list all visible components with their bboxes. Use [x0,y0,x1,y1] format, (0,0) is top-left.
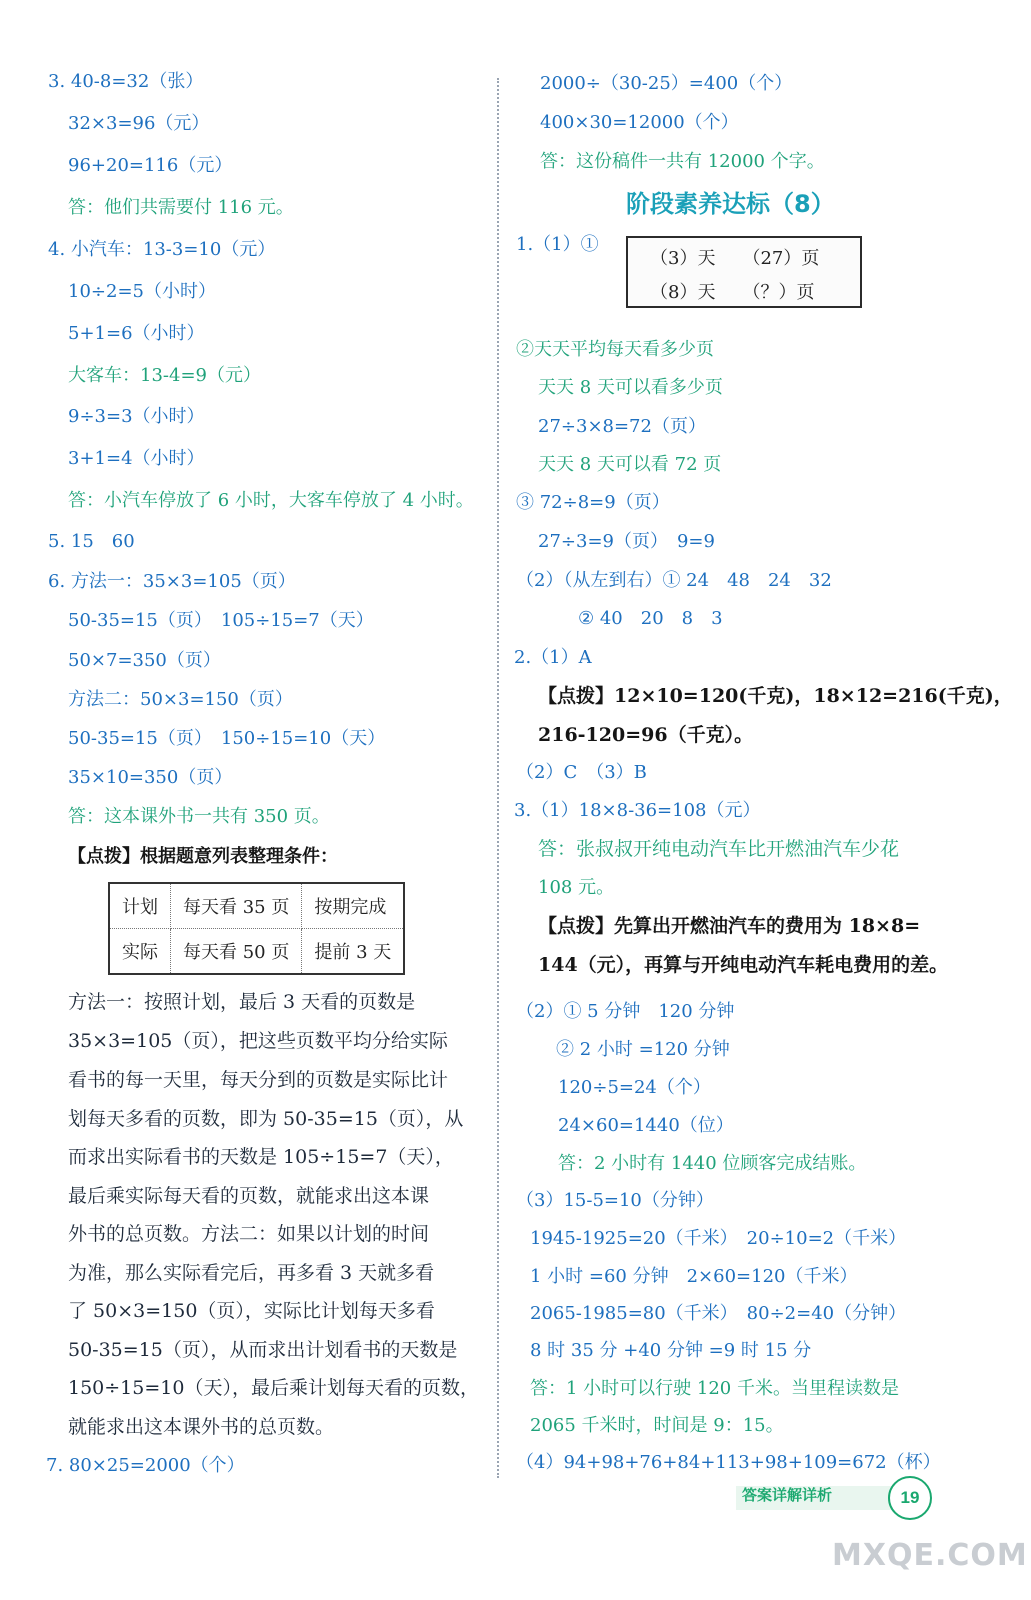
answer-4-line-2: 10÷2=5（小时） [68,281,216,302]
q3-part3-line-3: 1 小时 =60 分钟 2×60=120（千米） [530,1266,858,1287]
answer-6-line-1: 6. 方法一：35×3=105（页） [48,571,296,592]
answer-6-line-3: 50×7=350（页） [68,650,221,671]
q1-line-2: ②天天平均每天看多少页 [516,339,714,360]
explain-line-6: 最后乘实际每天看的页数，就能求出这本课 [68,1185,430,1207]
q1-line-5: 天天 8 天可以看 72 页 [538,454,722,475]
q3-part2-line-4: 24×60=1440（位） [558,1115,734,1136]
q3-part2-line-1: （2）① 5 分钟 120 分钟 [516,1001,735,1022]
answer-7-line-2: 2000÷（30-25）=400（个） [540,73,793,94]
q3-line-2: 答：张叔叔开纯电动汽车比开燃油汽车少花 [538,838,900,860]
table-cell: 提前 3 天 [302,929,404,975]
tip-heading: 【点拨】根据题意列表整理条件： [68,846,338,867]
answer-3-line-3: 96+20=116（元） [68,155,233,176]
explain-line-5: 而求出实际看书的天数是 105÷15=7（天）， [68,1146,454,1168]
table-cell: 每天看 35 页 [171,883,302,929]
page-number: 19 [888,1476,932,1520]
answer-4-line-4: 大客车：13-4=9（元） [68,365,261,386]
explain-line-11: 150÷15=10（天），最后乘计划每天看的页数， [68,1377,479,1399]
box-row-2: （8）天 （？）页 [650,282,815,303]
explain-line-10: 50-35=15（页），从而求出计划看书的天数是 [68,1339,458,1361]
q1-line-4: 27÷3×8=72（页） [538,416,706,437]
q1-line-3: 天天 8 天可以看多少页 [538,377,723,398]
explain-line-8: 为准，那么实际看完后，再多看 3 天就多看 [68,1262,435,1284]
q1-label: 1.（1）① [516,234,599,255]
answer-4-line-1: 4. 小汽车：13-3=10（元） [48,239,276,260]
table-cell: 实际 [109,929,171,975]
q3-part4-line-1: （4）94+98+76+84+113+98+109=672（杯） [516,1452,941,1473]
footer-label: 答案详解详析 [742,1486,833,1504]
answer-6-line-4: 方法二：50×3=150（页） [68,689,293,710]
q3-part3-line-1: （3）15-5=10（分钟） [516,1190,714,1211]
q3-part3-line-7: 2065 千米时，时间是 9：15。 [530,1415,784,1436]
q2-line-1: 2.（1）A [514,647,592,668]
q3-line-1: 3.（1）18×8-36=108（元） [514,800,761,821]
section-title: 阶段素养达标（8） [626,190,835,218]
box-row-1: （3）天 （27）页 [650,248,820,269]
q3-part3-line-6: 答：1 小时可以行驶 120 千米。当里程读数是 [530,1378,899,1399]
answer-7-line-3: 400×30=12000（个） [540,112,739,133]
q3-tip-2: 144（元），再算与开纯电动汽车耗电费用的差。 [538,954,949,976]
explain-line-7: 外书的总页数。方法二：如果以计划的时间 [68,1223,430,1245]
explain-line-1: 方法一：按照计划，最后 3 天看的页数是 [68,991,416,1013]
q3-part2-line-2: ② 2 小时 =120 分钟 [556,1039,730,1060]
answer-6-line-5: 50-35=15（页） 150÷15=10（天） [68,728,386,749]
q1-line-9: ② 40 20 8 3 [578,608,723,629]
table-cell: 按期完成 [302,883,404,929]
answer-4-line-6: 3+1=4（小时） [68,448,205,469]
q1-line-8: （2）（从左到右）① 24 48 24 32 [516,570,832,591]
answer-3-line-2: 32×3=96（元） [68,113,210,134]
explain-line-3: 看书的每一天里，每天分到的页数是实际比计 [68,1069,449,1091]
answer-5: 5. 15 60 [48,531,135,552]
q3-tip-1: 【点拨】先算出开燃油汽车的费用为 18×8= [538,915,921,937]
table-row [109,883,404,929]
answer-4-line-7: 答：小汽车停放了 6 小时，大客车停放了 4 小时。 [68,490,474,511]
table-cell: 每天看 50 页 [171,929,302,975]
watermark: MXQE.COM [832,1538,1028,1573]
table-row [109,929,404,975]
answer-7-line-4: 答：这份稿件一共有 12000 个字。 [540,151,825,172]
answer-3-line-4: 答：他们共需要付 116 元。 [68,197,294,218]
q2-tip-1: 【点拨】12×10=120(千克)，18×12=216(千克)， [538,685,1013,707]
q3-part3-line-5: 8 时 35 分 +40 分钟 =9 时 15 分 [530,1340,812,1361]
column-divider [497,78,499,1478]
answer-7: 7. 80×25=2000（个） [46,1455,245,1476]
q3-part3-line-2: 1945-1925=20（千米） 20÷10=2（千米） [530,1228,907,1249]
answer-box-table [626,236,862,308]
q1-line-6: ③ 72÷8=9（页） [516,492,670,513]
plan-table [108,882,405,975]
answer-3-line-1: 3. 40-8=32（张） [48,71,204,92]
q3-part3-line-4: 2065-1985=80（千米） 80÷2=40（分钟） [530,1303,907,1324]
q3-part2-line-5: 答：2 小时有 1440 位顾客完成结账。 [558,1153,867,1174]
answer-6-line-7: 答：这本课外书一共有 350 页。 [68,806,330,827]
explain-line-4: 划每天多看的页数，即为 50-35=15（页），从 [68,1108,464,1130]
explain-line-2: 35×3=105（页），把这些页数平均分给实际 [68,1030,448,1052]
q3-part2-line-3: 120÷5=24（个） [558,1077,711,1098]
q1-line-7: 27÷3=9（页） 9=9 [538,531,715,552]
q2-line-2: （2）C （3）B [516,762,647,783]
q2-tip-2: 216-120=96（千克）。 [538,724,754,746]
answer-4-line-3: 5+1=6（小时） [68,323,205,344]
answer-4-line-5: 9÷3=3（小时） [68,406,205,427]
answer-6-line-2: 50-35=15（页） 105÷15=7（天） [68,610,374,631]
explain-line-9: 了 50×3=150（页），实际比计划每天多看 [68,1300,435,1322]
answer-6-line-6: 35×10=350（页） [68,767,233,788]
table-cell: 计划 [109,883,171,929]
q3-line-3: 108 元。 [538,877,615,898]
explain-line-12: 就能求出这本课外书的总页数。 [68,1416,335,1438]
